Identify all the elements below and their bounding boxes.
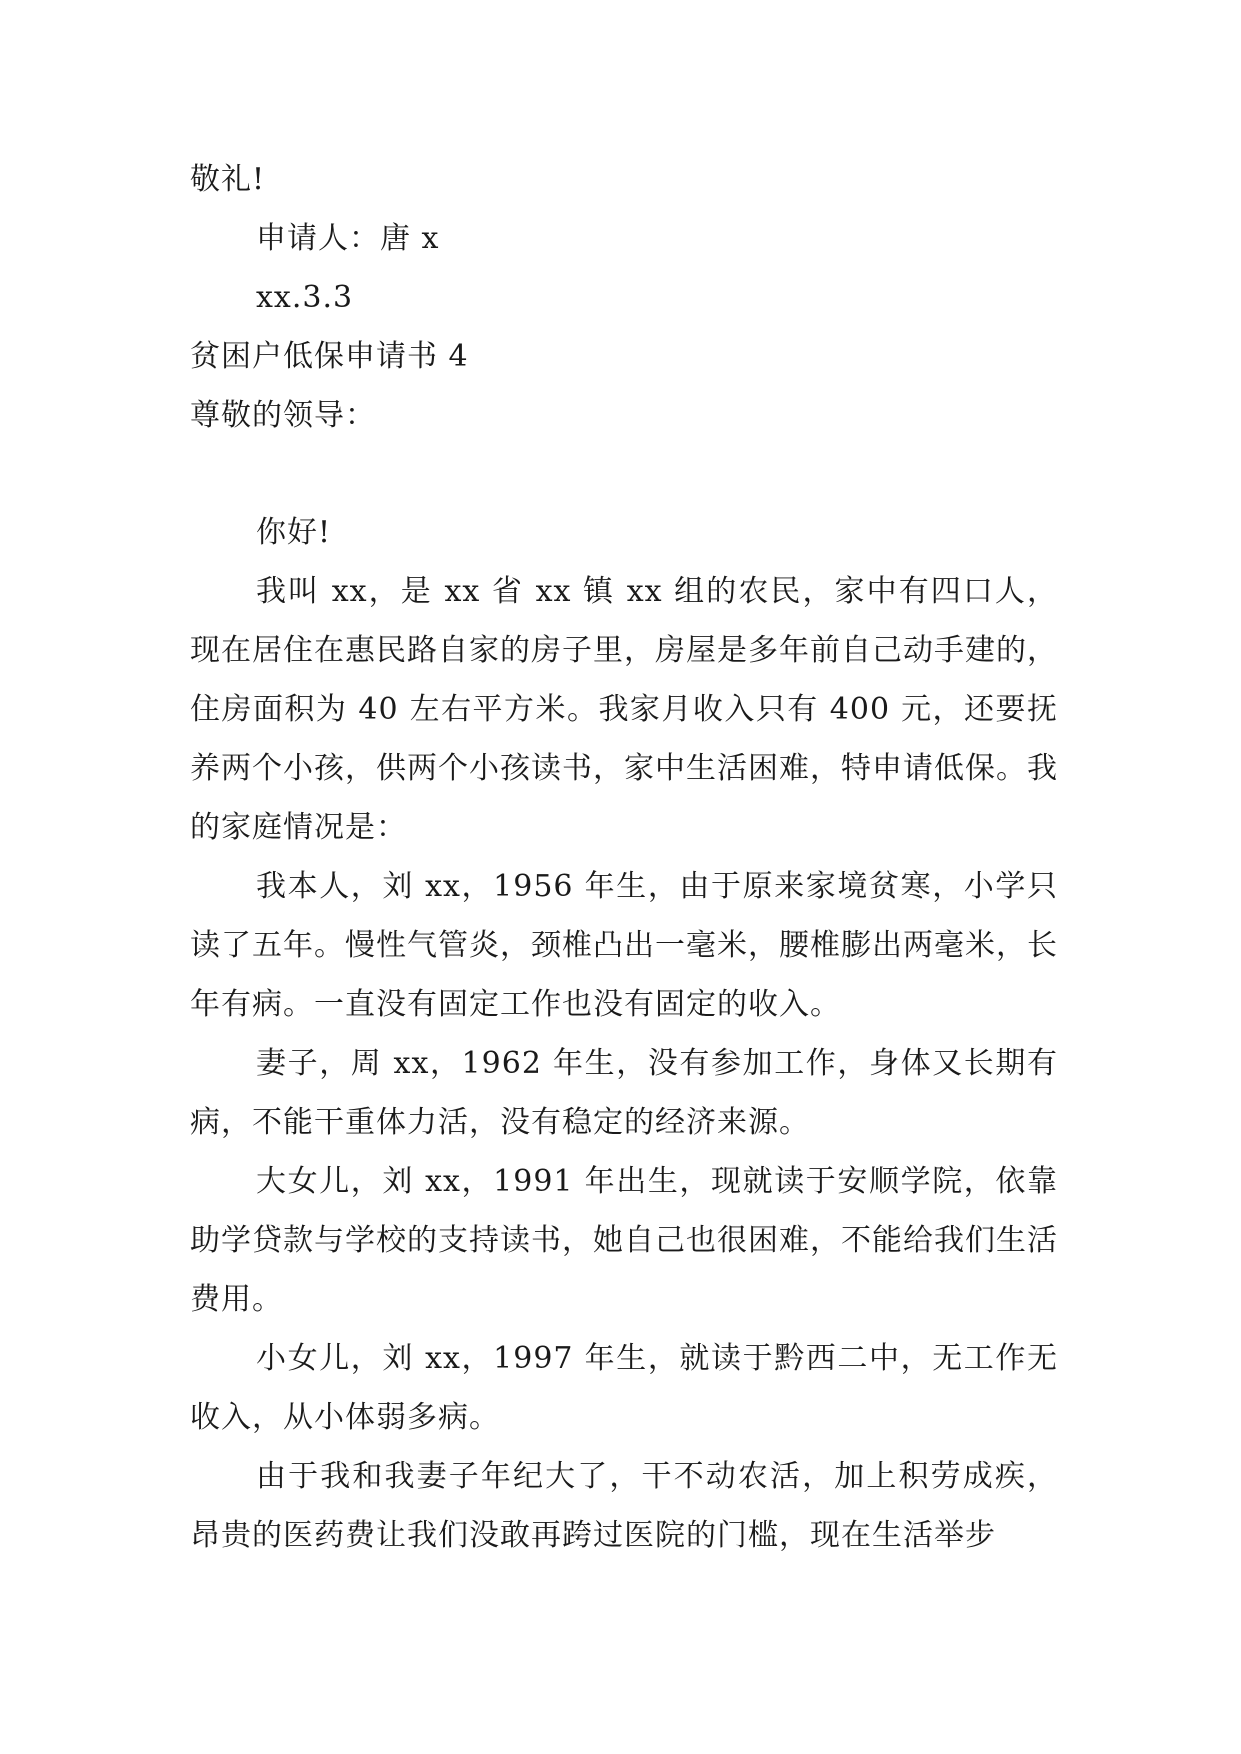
letter-heading: 贫困户低保申请书 4 <box>190 339 469 374</box>
document-body <box>190 150 1058 1565</box>
paragraph-applicant: 我本人，刘 xx，1956 年生，由于原来家境贫寒，小学只读了五年。慢性气管炎，颈椎凸出一毫米，腰椎膨出两毫米，长年有病。一直没有固定工作也没有固定的收入。 <box>190 869 1058 1022</box>
paragraph-family-overview: 我叫 xx，是 xx 省 xx 镇 xx 组的农民，家中有四口人，现在居住在惠民路自家的房子里，房屋是多年前自己动手建的，住房面积为 40 左右平方米。我家月收入只有 400 元，还要抚养两个小孩，供两个小孩读书，家中生活困难，特申请低保。我的家庭情况是： <box>190 574 1058 845</box>
paragraph-younger-daughter: 小女儿，刘 xx，1997 年生，就读于黔西二中，无工作无收入，从小体弱多病。 <box>190 1341 1058 1435</box>
applicant-signature: 申请人：唐 x <box>256 221 440 256</box>
letter-greeting: 你好! <box>256 515 332 550</box>
letter-addressee: 尊敬的领导： <box>190 398 376 433</box>
paragraph-elder-daughter: 大女儿，刘 xx，1991 年出生，现就读于安顺学院，依靠助学贷款与学校的支持读书，她自己也很困难，不能给我们生活费用。 <box>190 1164 1058 1317</box>
closing-salute: 敬礼! <box>190 162 266 197</box>
letter-date: xx.3.3 <box>256 280 354 315</box>
blank-line <box>190 445 1058 503</box>
paragraph-hardship: 由于我和我妻子年纪大了，干不动农活，加上积劳成疾，昂贵的医药费让我们没敢再跨过医院的门槛，现在生活举步 <box>190 1459 1058 1553</box>
paragraph-wife: 妻子，周 xx，1962 年生，没有参加工作，身体又长期有病，不能干重体力活，没有稳定的经济来源。 <box>190 1046 1058 1140</box>
